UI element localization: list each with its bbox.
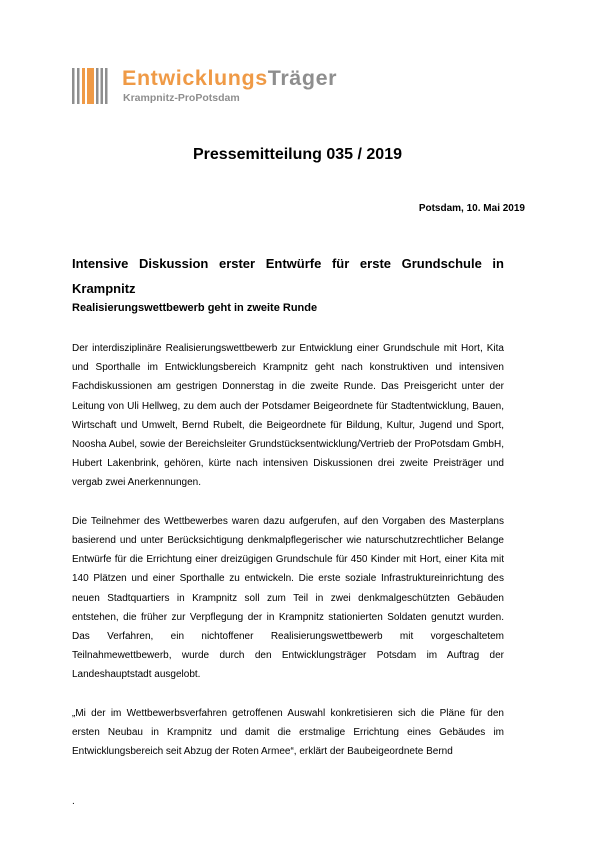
logo-subtitle: Krampnitz-ProPotsdam xyxy=(123,92,240,104)
dateline: Potsdam, 10. Mai 2019 xyxy=(418,203,525,214)
paragraph: „Mi der im Wettbewerbsverfahren getroffenen Auswahl konkretisieren sich die Pläne für den ersten Neubau in Krampnitz und damit die erstmalige Errichtung eines Gebäudes im Entwicklungsbereich seit Abzug der Roten Armee“, erklärt der Baubeigeordnete Bernd xyxy=(72,707,504,758)
headline: Intensive Diskussion erster Entwürfe für erste Grundschule in Krampnitz xyxy=(72,256,504,296)
logo-title-part2: Träger xyxy=(267,66,338,90)
subheadline: Realisierungswettbewerb geht in zweite Runde xyxy=(72,302,318,314)
logo-stripes-icon xyxy=(72,68,110,104)
footer-mark: . xyxy=(72,796,75,807)
logo-title xyxy=(122,66,337,91)
company-logo xyxy=(72,66,392,110)
press-release-title: Pressemitteilung 035 / 2019 xyxy=(193,146,402,163)
paragraph: Die Teilnehmer des Wettbewerbes waren dazu aufgerufen, auf den Vorgaben des Masterplans basierend und unter Berücksichtigung denkmalpflegerischer wie naturschutzrechtlicher Belange Entwürfe für die Errichtung einer dreizügigen Grundschule für 450 Kinder mit Hort, einer Kita mit 140 Plätzen und einer Sporthalle zu entwickeln. Die erste soziale Infrastruktureinrichtung des neuen Stadtquartiers in Krampnitz soll zum Teil in zwei denkmalgeschützten Gebäuden entstehen, die früher zur Verpflegung der in Krampnitz stationierten Soldaten genutzt wurden. Das Verfahren, ein nichtoffener Realisierungswettbewerb mit vorgeschaltetem Teilnahmewettbewerb, wurde durch den Entwicklungsträger Potsdam im Auftrag der Landeshauptstadt ausgelobt. xyxy=(72,515,504,681)
logo-title-part1: Entwicklungs xyxy=(122,66,268,90)
paragraph: Der interdisziplinäre Realisierungswettbewerb zur Entwicklung einer Grundschule mit Hort, Kita und Sporthalle im Entwicklungsbereich Krampnitz geht nach konstruktiven und intensiven Fachdiskussionen am gestrigen Donnerstag in die zweite Runde. Das Preisgericht unter der Leitung von Uli Hellweg, zu dem auch der Potsdamer Beigeordnete für Stadtentwicklung, Bauen, Wirtschaft und Umwelt, Bernd Rubelt, die Beigeordnete für Bildung, Kultur, Jugend und Sport, Noosha Aubel, sowie der Bereichsleiter Grundstücksentwicklung/Vertrieb der ProPotsdam GmbH, Hubert Lakenbrink, gehören, kürte nach intensiven Diskussionen drei zweite Preisträger und vergab zwei Anerkennungen. xyxy=(72,343,504,489)
body-text xyxy=(72,339,504,781)
